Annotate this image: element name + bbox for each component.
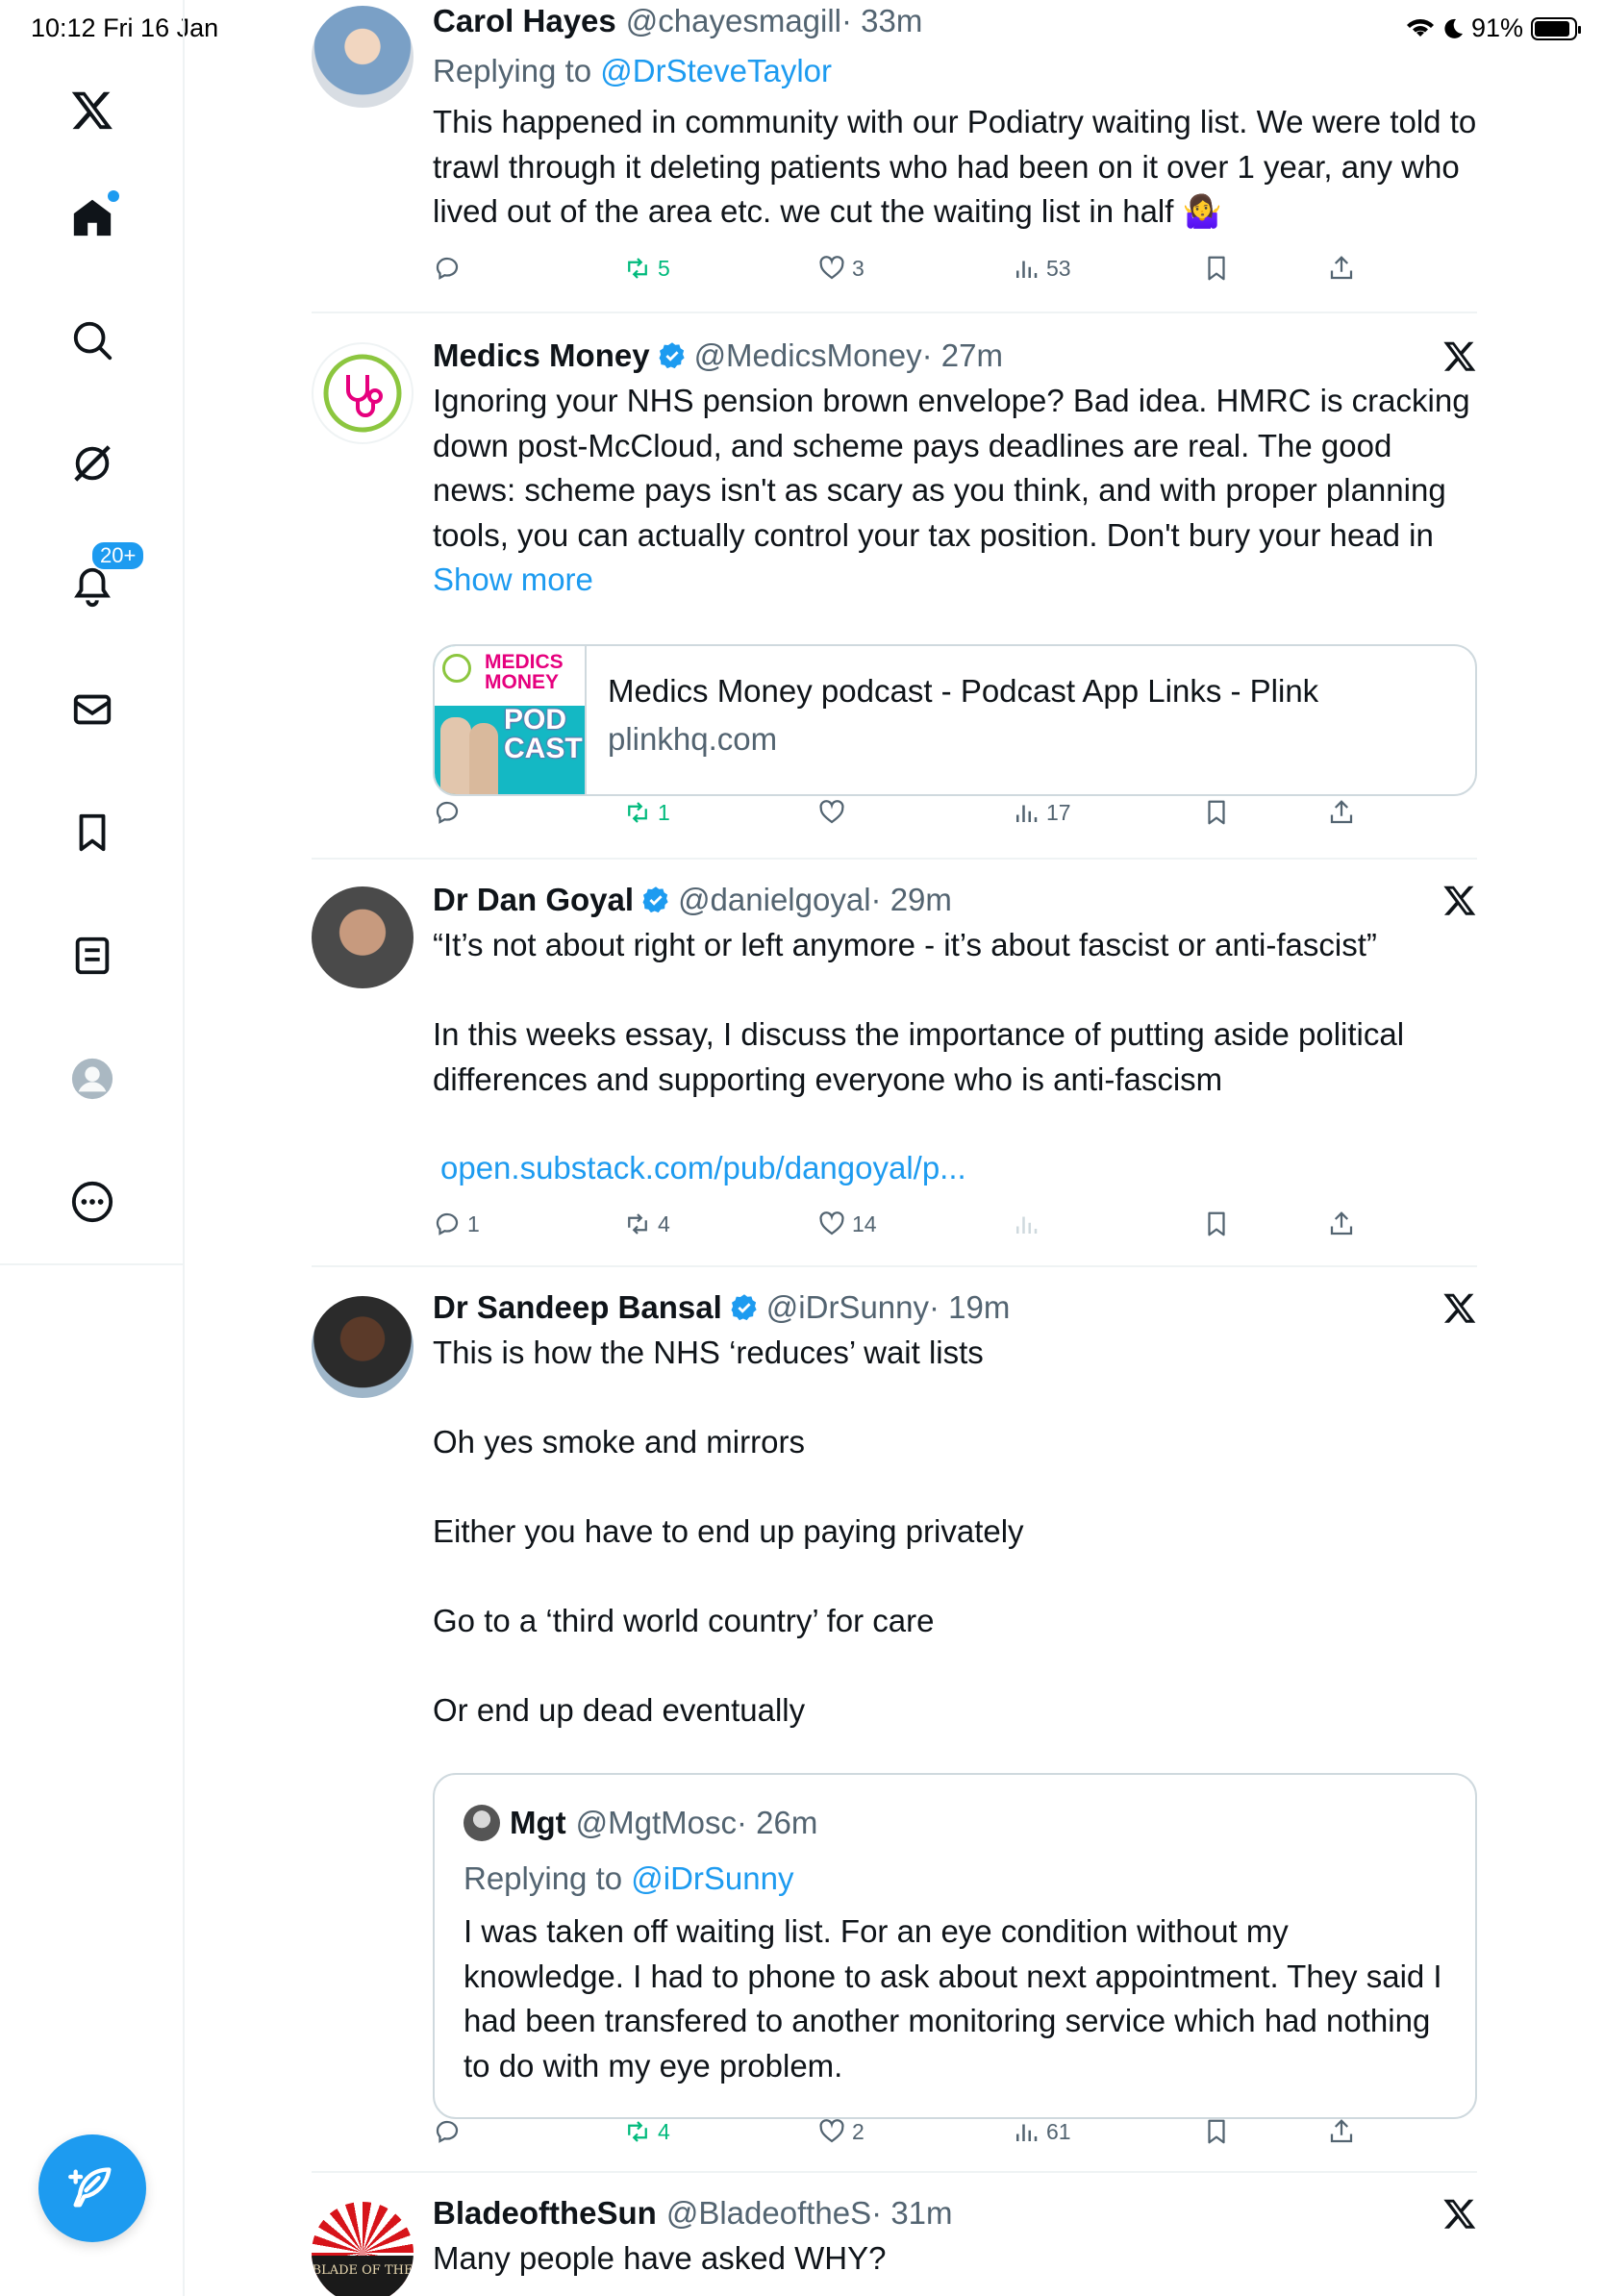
heart-icon bbox=[817, 798, 846, 827]
post-text bbox=[433, 379, 1477, 603]
repost-icon bbox=[623, 2117, 652, 2146]
left-navigation bbox=[0, 0, 185, 1265]
quoted-replying-to bbox=[464, 1856, 794, 1902]
like-button[interactable] bbox=[817, 798, 852, 827]
grok-icon[interactable] bbox=[63, 435, 121, 492]
post-time: · 29m bbox=[870, 882, 952, 917]
repost-count: 1 bbox=[658, 799, 670, 825]
card-thumb-line: MEDICS bbox=[485, 651, 564, 673]
heart-icon bbox=[817, 1210, 846, 1238]
replying-to bbox=[433, 48, 1477, 94]
verified-badge-icon bbox=[730, 1293, 759, 1322]
post[interactable] bbox=[312, 0, 1477, 313]
post-text: This is how the NHS ‘reduces’ wait lists Oh yes smoke and mirrors Either you have to end up paying privately Go to a ‘third world country’ for care Or end up dead eventually bbox=[433, 1335, 1024, 1728]
card-thumbnail-person bbox=[440, 717, 471, 796]
new-posts-dot bbox=[108, 190, 119, 202]
compose-post-button[interactable] bbox=[38, 2134, 146, 2242]
x-logo-icon bbox=[1442, 338, 1477, 373]
avatar[interactable] bbox=[312, 342, 414, 444]
x-logo-icon bbox=[1442, 2196, 1477, 2231]
post-url-link[interactable]: open.substack.com/pub/dangoyal/p... bbox=[440, 1150, 966, 1185]
post[interactable] bbox=[312, 2173, 1477, 2296]
repost-button[interactable] bbox=[623, 798, 670, 827]
lists-icon[interactable] bbox=[63, 927, 121, 985]
reply-icon bbox=[433, 254, 462, 283]
share-icon bbox=[1327, 1210, 1356, 1238]
post[interactable] bbox=[312, 313, 1477, 860]
card-thumbnail-person bbox=[469, 723, 498, 796]
post[interactable] bbox=[312, 860, 1477, 1267]
author-name[interactable]: Carol Hayes bbox=[433, 3, 616, 38]
replying-prefix: Replying to bbox=[464, 1860, 632, 1896]
reply-button[interactable] bbox=[433, 2117, 467, 2146]
verified-badge-icon bbox=[658, 341, 687, 370]
card-thumb-line: POD bbox=[504, 704, 567, 736]
author-name[interactable]: BladeoftheSun bbox=[433, 2195, 657, 2231]
stethoscope-logo-icon bbox=[321, 352, 404, 435]
repost-count: 5 bbox=[658, 255, 670, 281]
more-options-icon[interactable] bbox=[63, 1173, 121, 1231]
bookmarks-icon[interactable] bbox=[63, 804, 121, 861]
share-icon bbox=[1327, 254, 1356, 283]
like-button[interactable] bbox=[817, 1210, 877, 1238]
reply-button[interactable] bbox=[433, 798, 467, 827]
post-actions bbox=[433, 1210, 1477, 1248]
bookmark-icon bbox=[1202, 254, 1231, 283]
analytics-icon bbox=[1012, 254, 1040, 283]
repost-icon bbox=[623, 254, 652, 283]
analytics-icon bbox=[1012, 798, 1040, 827]
author-handle[interactable]: @iDrSunny bbox=[765, 1289, 930, 1325]
author-handle[interactable]: @danielgoyal bbox=[678, 882, 871, 917]
card-thumbnail-title bbox=[485, 652, 564, 692]
quoted-post-time: · 26m bbox=[737, 1805, 818, 1840]
like-button[interactable] bbox=[817, 2117, 865, 2146]
repost-button[interactable] bbox=[623, 1210, 670, 1238]
share-button[interactable] bbox=[1327, 1210, 1356, 1238]
post-text: Many people have asked WHY? bbox=[433, 2240, 887, 2276]
messages-icon[interactable] bbox=[63, 681, 121, 738]
repost-button[interactable] bbox=[623, 254, 670, 283]
bookmark-icon bbox=[1202, 798, 1231, 827]
avatar-caption: BLADE OF THE bbox=[312, 2256, 414, 2296]
replying-to-link[interactable]: @DrSteveTaylor bbox=[600, 53, 832, 88]
repost-count: 4 bbox=[658, 1210, 670, 1236]
view-count: 61 bbox=[1046, 2118, 1071, 2144]
post-time: · 33m bbox=[841, 3, 923, 38]
link-card[interactable] bbox=[433, 644, 1477, 796]
nav-divider bbox=[183, 1265, 185, 2296]
post-time: · 19m bbox=[929, 1289, 1011, 1325]
repost-count: 4 bbox=[658, 2118, 670, 2144]
like-count: 2 bbox=[852, 2118, 865, 2144]
avatar[interactable] bbox=[312, 1296, 414, 1398]
verified-badge-icon bbox=[641, 886, 670, 914]
search-icon[interactable] bbox=[63, 312, 121, 369]
post-actions bbox=[433, 254, 1477, 292]
quoted-post-text: I was taken off waiting list. For an eye condition without my knowledge. I had to phone to ask about next appointment. They said I had been transfered to another monitoring service which had nothing to do with my eye problem. bbox=[464, 1913, 1442, 2084]
bookmark-button[interactable] bbox=[1202, 1210, 1231, 1238]
reply-button[interactable] bbox=[433, 254, 467, 283]
post-time: · 27m bbox=[921, 337, 1003, 373]
author-name[interactable]: Dr Dan Goyal bbox=[433, 882, 635, 917]
battery-level bbox=[1535, 21, 1569, 37]
post-text: This happened in community with our Podiatry waiting list. We were told to trawl through it deleting patients who had been on it over 1 year, any who lived out of the area etc. we cut the waiting list in half 🤷‍♀️ bbox=[433, 104, 1477, 229]
author-handle[interactable]: @MedicsMoney bbox=[693, 337, 922, 373]
notifications-icon[interactable] bbox=[63, 543, 137, 615]
quoted-post[interactable] bbox=[433, 1773, 1477, 2119]
views-button[interactable] bbox=[1012, 254, 1071, 283]
compose-feather-icon bbox=[67, 2163, 117, 2213]
author-handle[interactable]: @BladeoftheS bbox=[665, 2195, 872, 2231]
bookmark-button[interactable] bbox=[1202, 254, 1231, 283]
bookmark-icon bbox=[1202, 1210, 1231, 1238]
avatar[interactable] bbox=[312, 6, 414, 108]
quoted-author-name: Mgt bbox=[510, 1805, 566, 1840]
author-name[interactable]: Medics Money bbox=[433, 337, 650, 373]
views-button[interactable] bbox=[1012, 2117, 1071, 2146]
post-actions bbox=[433, 798, 1477, 836]
post-actions bbox=[433, 2117, 1477, 2156]
avatar[interactable] bbox=[312, 2202, 414, 2296]
avatar[interactable] bbox=[312, 886, 414, 988]
views-button[interactable] bbox=[1012, 1210, 1046, 1238]
reply-icon bbox=[433, 798, 462, 827]
home-icon[interactable] bbox=[63, 188, 121, 246]
profile-avatar-icon[interactable] bbox=[63, 1050, 121, 1108]
views-button[interactable] bbox=[1012, 798, 1071, 827]
analytics-icon bbox=[1012, 2117, 1040, 2146]
like-button[interactable] bbox=[817, 254, 865, 283]
like-count: 3 bbox=[852, 255, 865, 281]
repost-button[interactable] bbox=[623, 2117, 670, 2146]
card-thumb-line: CAST bbox=[504, 733, 583, 764]
post-time: · 31m bbox=[871, 2195, 953, 2231]
x-logo-icon bbox=[1442, 883, 1477, 917]
show-more-link[interactable]: Show more bbox=[433, 562, 593, 597]
view-count: 17 bbox=[1046, 799, 1071, 825]
share-button[interactable] bbox=[1327, 2117, 1356, 2146]
quoted-post-header bbox=[464, 1802, 817, 1844]
status-time: 10:12 Fri 16 Jan bbox=[31, 13, 219, 42]
x-logo-icon[interactable] bbox=[63, 81, 121, 138]
repost-icon bbox=[623, 1210, 652, 1238]
card-title: Medics Money podcast - Podcast App Links - Plink bbox=[608, 673, 1319, 709]
quoted-avatar bbox=[464, 1805, 500, 1841]
battery-percent: 91% bbox=[1470, 13, 1523, 42]
battery-icon bbox=[1531, 17, 1577, 40]
repost-icon bbox=[623, 798, 652, 827]
reply-icon bbox=[433, 2117, 462, 2146]
heart-icon bbox=[817, 254, 846, 283]
bookmark-icon bbox=[1202, 2117, 1231, 2146]
bookmark-button[interactable] bbox=[1202, 798, 1231, 827]
view-count: 53 bbox=[1046, 255, 1071, 281]
reply-count: 1 bbox=[467, 1210, 480, 1236]
heart-icon bbox=[817, 2117, 846, 2146]
share-icon bbox=[1327, 2117, 1356, 2146]
replying-prefix: Replying to bbox=[433, 53, 601, 88]
post[interactable] bbox=[312, 1267, 1477, 2173]
replying-to-link[interactable]: @iDrSunny bbox=[631, 1860, 794, 1896]
share-button[interactable] bbox=[1327, 798, 1356, 827]
share-button[interactable] bbox=[1327, 254, 1356, 283]
card-thumbnail-logo bbox=[442, 654, 471, 683]
post-text-body: Ignoring your NHS pension brown envelope? Bad idea. HMRC is cracking down post-McCloud, and scheme pays deadlines are real. The good news: scheme pays isn't as scary as you think, and with proper planning tools, you can actually control your tax position. Don't bury your head in bbox=[433, 383, 1470, 553]
author-handle[interactable]: @chayesmagill bbox=[625, 3, 842, 38]
bookmark-button[interactable] bbox=[1202, 2117, 1231, 2146]
author-name[interactable]: Dr Sandeep Bansal bbox=[433, 1289, 722, 1325]
card-thumbnail-podcast bbox=[504, 706, 583, 763]
analytics-icon bbox=[1012, 1210, 1040, 1238]
reply-button[interactable] bbox=[433, 1210, 480, 1238]
reply-icon bbox=[433, 1210, 462, 1238]
quoted-author-handle: @MgtMosc bbox=[575, 1805, 737, 1840]
share-icon bbox=[1327, 798, 1356, 827]
card-thumbnail bbox=[435, 646, 587, 794]
x-logo-icon bbox=[1442, 1290, 1477, 1325]
card-domain: plinkhq.com bbox=[608, 721, 778, 757]
post-text: “It’s not about right or left anymore - it’s about fascist or anti-fascist” In this weeks essay, I discuss the importance of putting aside political differences and supporting everyone who is anti-fascism bbox=[433, 927, 1405, 1097]
like-count: 14 bbox=[852, 1210, 877, 1236]
notifications-badge: 20+ bbox=[90, 540, 145, 571]
card-thumb-line: MONEY bbox=[485, 671, 560, 693]
